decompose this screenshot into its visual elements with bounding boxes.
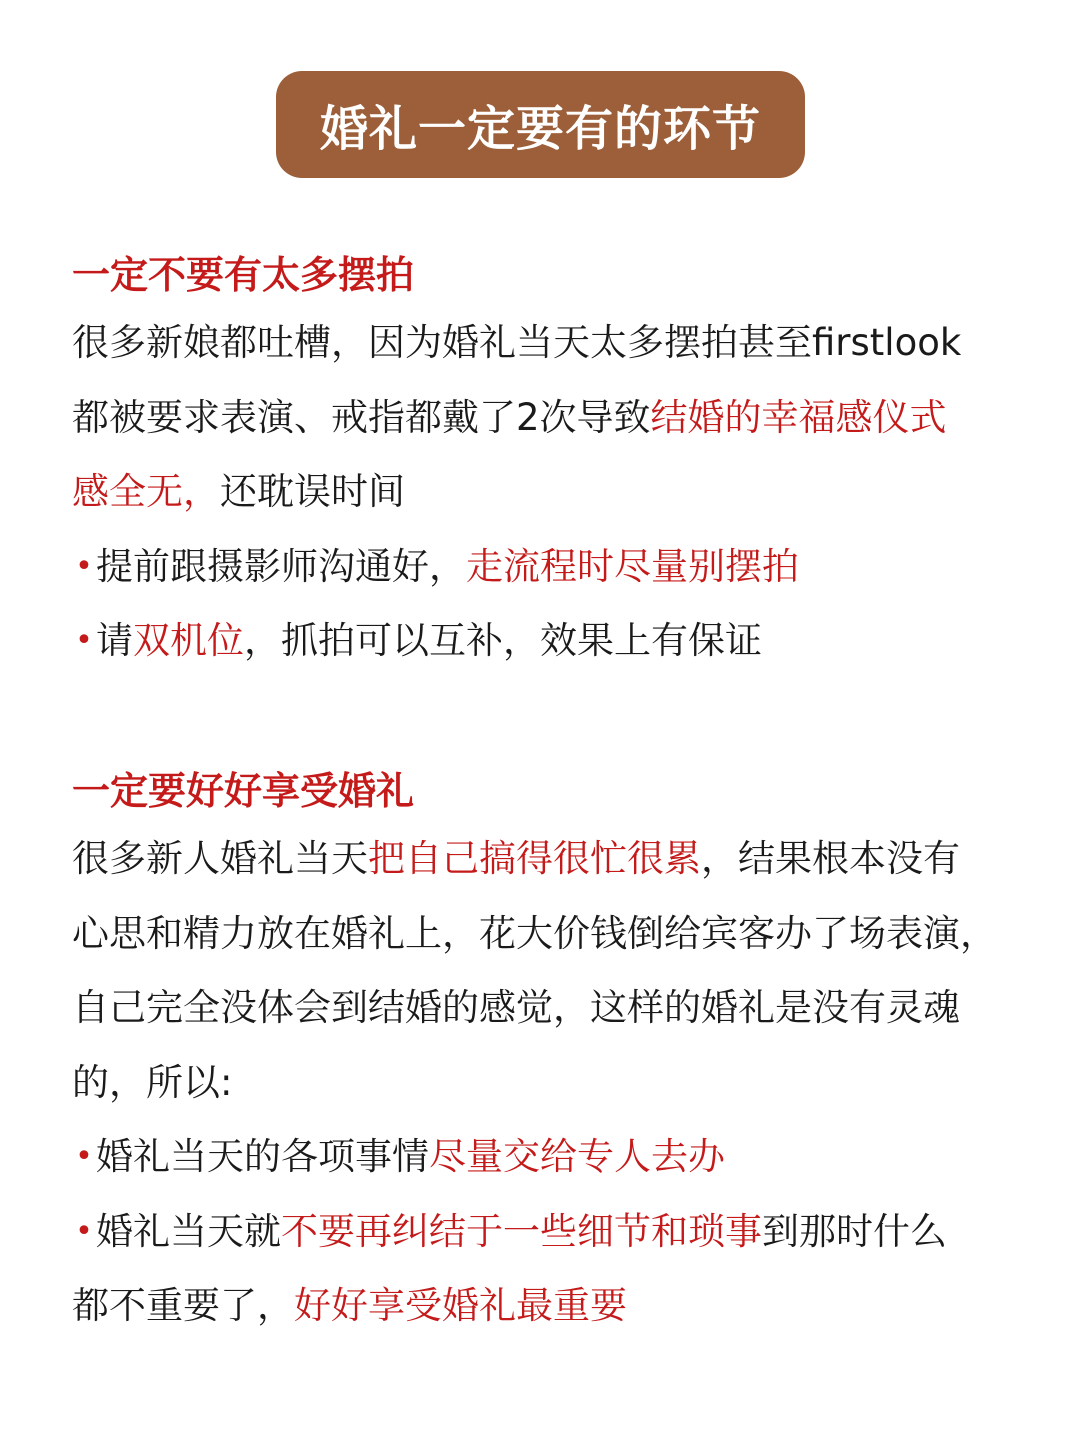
bullet-item [72, 530, 1047, 605]
highlight-text: 感全无， [72, 470, 220, 513]
text-segment: 自己完全没体会到结婚的感觉，这样的婚礼是没有灵魂 [72, 986, 960, 1029]
bullet-icon: • [75, 623, 93, 658]
text-segment: 很多新娘都吐槽，因为婚礼当天太多摆拍甚至firstlook [72, 321, 962, 364]
section-heading: 一定不要有太多摆拍 [72, 253, 415, 297]
text-segment: 都不重要了， [72, 1284, 294, 1327]
bullet-item [72, 1120, 1047, 1195]
bullet-icon: • [75, 1139, 93, 1174]
highlight-text: 不要再纠结于一些细节和琐事 [281, 1209, 762, 1253]
paragraph-line [72, 381, 1047, 456]
text-segment: 请 [96, 619, 133, 662]
highlight-text: 尽量交给专人去办 [429, 1135, 725, 1178]
text-segment: 的，所以: [72, 1060, 233, 1104]
text-segment: 很多新人婚礼当天 [72, 837, 368, 880]
text-segment: 婚礼当天的各项事情 [96, 1135, 429, 1178]
section-enjoy-wedding [72, 760, 1047, 1344]
paragraph-line [72, 306, 1047, 381]
section-no-posed-shots [72, 244, 1047, 679]
highlight-text: 把自己搞得很忙很累 [368, 837, 701, 880]
paragraph-line [72, 822, 1047, 897]
text-segment: 心思和精力放在婚礼上，花大价钱倒给宾客办了场表演， [72, 911, 997, 955]
text-segment: ，抓拍可以互补，效果上有保证 [244, 619, 762, 662]
text-segment: 到那时什么 [762, 1209, 947, 1253]
paragraph-line [72, 1269, 1047, 1344]
paragraph-line [72, 897, 1047, 972]
highlight-text: 走流程时尽量别摆拍 [466, 544, 799, 588]
bullet-icon: • [75, 548, 93, 584]
page-title: 婚礼一定要有的环节 [319, 101, 761, 157]
highlight-text: 双机位 [133, 619, 244, 662]
text-segment: ，结果根本没有 [701, 837, 960, 880]
text-segment: 提前跟摄影师沟通好， [96, 544, 466, 588]
paragraph-line [72, 455, 1047, 530]
bullet-item [72, 1195, 1047, 1270]
paragraph-line [72, 1046, 1047, 1121]
title-badge [276, 71, 805, 178]
highlight-text: 结婚的幸福感仪式 [650, 395, 947, 439]
paragraph-line [72, 971, 1047, 1046]
bullet-icon: • [75, 1213, 93, 1249]
text-segment: 婚礼当天就 [96, 1209, 281, 1253]
bullet-item [72, 604, 1047, 679]
highlight-text: 好好享受婚礼最重要 [294, 1284, 627, 1327]
section-heading: 一定要好好享受婚礼 [72, 769, 415, 813]
text-segment: 都被要求表演、戒指都戴了2次导致 [72, 395, 651, 439]
text-segment: 还耽误时间 [220, 470, 405, 513]
